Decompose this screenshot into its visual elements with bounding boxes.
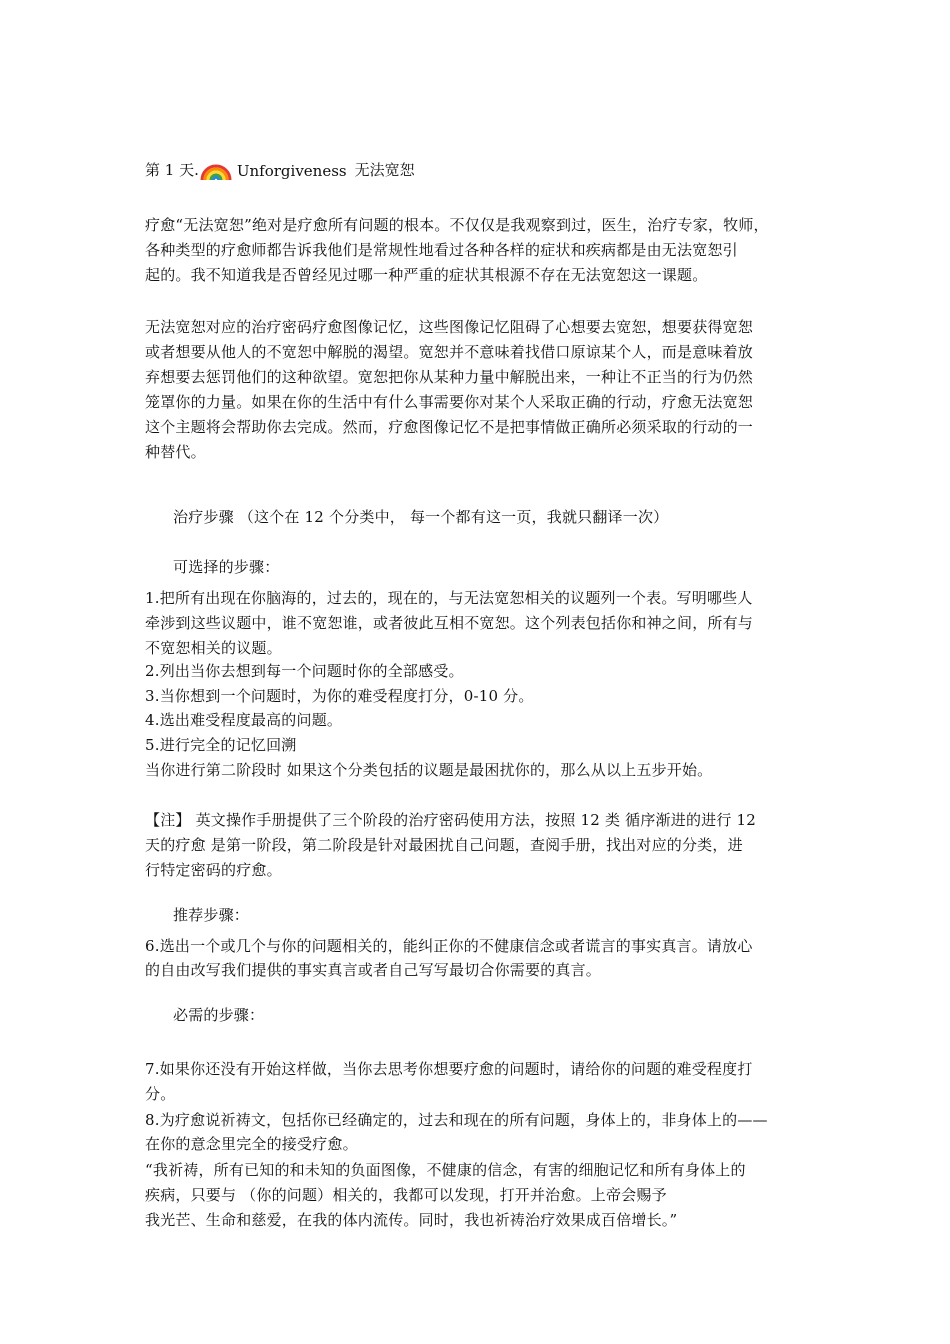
optional-step-line: 5.进行完全的记忆回溯	[145, 736, 297, 754]
optional-steps-heading: 可选择的步骤：	[173, 558, 280, 576]
paragraph1-line: 各种类型的疗愈师都告诉我他们是常规性地看过各种各样的症状和疾病都是由无法宽恕引	[145, 241, 738, 259]
paragraph2-line: 或者想要从他人的不宽恕中解脱的渴望。宽恕并不意味着找借口原谅某个人，而是意味着放	[145, 343, 754, 361]
paragraph2-line: 弃想要去惩罚他们的这种欲望。宽恕把你从某种力量中解脱出来，一种让不正当的行为仍然	[145, 368, 754, 386]
optional-step-line: 1.把所有出现在你脑海的，过去的，现在的，与无法宽恕相关的议题列一个表。写明哪些人	[145, 589, 753, 607]
paragraph2-line: 无法宽恕对应的治疗密码疗愈图像记忆，这些图像记忆阻碍了心想要去宽恕，想要获得宽恕	[145, 318, 754, 336]
paragraph2-line: 种替代。	[145, 443, 206, 461]
required-step-line: 分。	[145, 1085, 176, 1103]
day-title	[145, 150, 415, 180]
recommended-step-line: 的自由改写我们提供的事实真言或者自己写写最切合你需要的真言。	[145, 961, 602, 979]
recommended-step-line: 6.选出一个或几个与你的问题相关的，能纠正你的不健康信念或者谎言的事实真言。请放心	[145, 937, 753, 955]
optional-step-line: 牵涉到这些议题中，谁不宽恕谁，或者彼此互相不宽恕。这个列表包括你和神之间，所有与	[145, 614, 754, 632]
required-steps-heading: 必需的步骤：	[173, 1006, 265, 1024]
note-line: 行特定密码的疗愈。	[145, 861, 282, 879]
note-line: 天的疗愈 是第一阶段，第二阶段是针对最困扰自己问题，查阅手册，找出对应的分类，进	[145, 836, 743, 854]
title-chinese: 无法宽恕	[354, 161, 415, 179]
paragraph2-line: 笼罩你的力量。如果在你的生活中有什么事需要你对某个人采取正确的行动，疗愈无法宽恕	[145, 393, 754, 411]
required-step-line: 在你的意念里完全的接受疗愈。	[145, 1135, 358, 1153]
rainbow-icon	[199, 154, 233, 180]
title-english: Unforgiveness	[236, 162, 347, 180]
paragraph2-line: 这个主题将会帮助你去完成。然而，疗愈图像记忆不是把事情做正确所必须采取的行动的一	[145, 418, 754, 436]
prayer-line: “我祈祷，所有已知的和未知的负面图像，不健康的信念，有害的细胞记忆和所有身体上的	[145, 1161, 746, 1179]
prayer-line: 我光芒、生命和慈爱，在我的体内流传。同时，我也祈祷治疗效果成百倍增长。”	[145, 1211, 678, 1229]
required-step-line: 7.如果你还没有开始这样做，当你去思考你想要疗愈的问题时，请给你的问题的难受程度打	[145, 1060, 753, 1078]
optional-step-line: 当你进行第二阶段时 如果这个分类包括的议题是最困扰你的，那么从以上五步开始。	[145, 761, 713, 779]
recommended-steps-heading: 推荐步骤：	[173, 906, 250, 924]
day-label: 第 1 天.	[145, 161, 199, 179]
prayer-line: 疾病，只要与 （你的问题）相关的，我都可以发现，打开并治愈。上帝会赐予	[145, 1186, 667, 1204]
steps-heading: 治疗步骤 （这个在 12 个分类中， 每一个都有这一页，我就只翻译一次）	[173, 508, 669, 526]
optional-step-line: 3.当你想到一个问题时，为你的难受程度打分，0-10 分。	[145, 687, 534, 705]
optional-step-line: 4.选出难受程度最高的问题。	[145, 711, 343, 729]
required-step-line: 8.为疗愈说祈祷文，包括你已经确定的，过去和现在的所有问题，身体上的，非身体上的——	[145, 1111, 768, 1129]
optional-step-line: 不宽恕相关的议题。	[145, 639, 282, 657]
paragraph1-line: 疗愈“无法宽恕”绝对是疗愈所有问题的根本。不仅仅是我观察到过，医生，治疗专家，牧师，	[145, 216, 769, 234]
paragraph1-line: 起的。我不知道我是否曾经见过哪一种严重的症状其根源不存在无法宽恕这一课题。	[145, 266, 708, 284]
optional-step-line: 2.列出当你去想到每一个问题时你的全部感受。	[145, 662, 464, 680]
note-line: 【注】 英文操作手册提供了三个阶段的治疗密码使用方法，按照 12 类 循序渐进的进行 12	[145, 811, 757, 829]
